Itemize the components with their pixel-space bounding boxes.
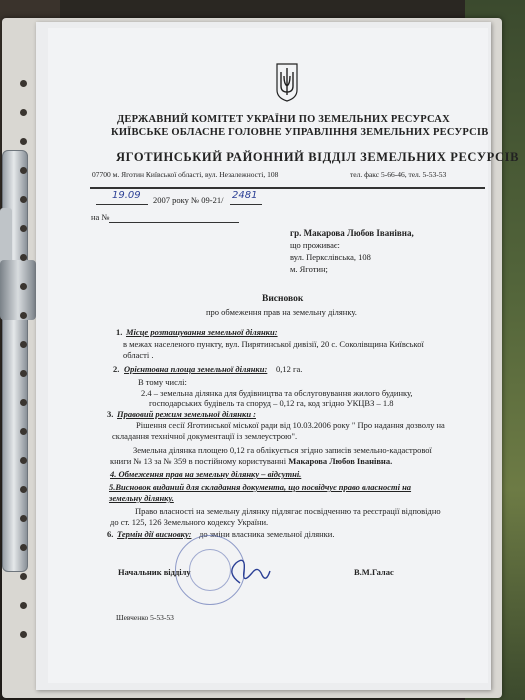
recipient-line-2: що проживає: [290,240,340,250]
ref-number-handwritten: 2481 [232,190,258,201]
item2-line-a: 2.4 – земельна ділянка для будівництва та обслуговування жилого будинку, [141,388,413,398]
item4-text: 4. Обмеження прав на земельну ділянку – відсутні. [110,469,302,479]
signatory-position: Начальник відділу [118,567,191,577]
signature-scribble [222,553,272,591]
header-line-3: ЯГОТИНСЬКИЙ РАЙОННИЙ ВІДДІЛ ЗЕМЕЛЬНИХ РЕСУРСІВ [116,150,520,164]
item2-value: 0,12 га. [276,364,303,374]
item2-number: 2. [113,364,120,374]
item3-line-d-text: книги № 13 за № 359 в постійному користуванні [110,456,289,466]
ref-na-underline [109,222,239,223]
document-title: Висновок [262,294,304,304]
recipient-line-4: м. Яготин; [290,264,328,274]
binder-clip [0,260,36,320]
item3-number: 3. [107,409,114,419]
header-line-1: ДЕРЖАВНИЙ КОМІТЕТ УКРАЇНИ ПО ЗЕМЕЛЬНИХ РЕСУРСАХ [117,114,450,125]
item5-line-a: Право власності на земельну ділянку підлягає посвідченню та реєстрації відповідно [135,506,441,516]
recipient-name: гр. Макарова Любов Іванівна, [290,228,414,238]
document-subtitle: про обмеження прав на земельну ділянку. [206,307,357,317]
item2-title: Орієнтовна площа земельної ділянки: [124,364,268,374]
signatory-name: В.М.Галас [354,567,394,577]
executor-info: Шевченко 5-53-53 [116,613,174,622]
header-address: 07700 м. Яготин Київської області, вул. Незалежності, 108 [92,170,279,179]
item3-title: Правовий режим земельної ділянки : [117,409,256,419]
ref-number-underline [230,204,262,205]
item3-line-c: Земельна ділянка площею 0,12 га облікується згідно записів земельно-кадастрової [133,445,432,455]
item2-sub: В тому числі: [138,377,187,387]
punch-holes [20,80,27,660]
ref-date-handwritten: 19.09 [112,190,141,201]
item3-line-a: Рішення сесії Яготинської міської ради від 10.03.2006 року " Про надання дозволу на [136,420,445,430]
header-divider [90,187,485,189]
item1-text-b: області . [123,350,154,360]
item6-number: 6. [107,529,114,539]
item5-text-a: 5.Висновок виданий для складання документа, що посвідчує право власності на [109,482,412,492]
recipient-line-3: вул. Перкслівська, 108 [290,252,371,262]
signature-mark: Гал [242,572,259,582]
item2-line-b: господарських будівель та споруд – 0,12 га, код згідно УКЦВЗ – 1.8 [149,398,394,408]
item3-line-b: складання технічної документації із землеустрою". [112,431,298,441]
header-line-2: КИЇВСЬКЕ ОБЛАСНЕ ГОЛОВНЕ УПРАВЛІННЯ ЗЕМЕЛЬНИХ РЕСУРСІВ [111,127,489,138]
ref-year: 2007 року № 09-21/ [153,195,224,205]
item5-text-b: земельну ділянку. [109,493,174,503]
trident-emblem-icon [275,62,299,102]
header-phone: тел. факс 5-66-46, тел. 5-53-53 [350,170,447,179]
ref-na-label: на № [91,212,110,222]
item6-value: до зміни власника земельної ділянки. [199,529,335,539]
item6-title: Термін дії висновку: [117,529,192,539]
item3-line-d [110,456,392,466]
ref-date-underline [96,204,148,205]
item5-line-b: до ст. 125, 126 Земельного кодексу України. [110,517,269,527]
item1-number: 1. [116,327,123,337]
item1-title: Місце розташування земельної ділянки: [126,327,278,337]
item3-owner-name: Макарова Любов Іванівна. [288,456,393,466]
item1-text-a: в межах населеного пункту, вул. Пирятинської дивізії, 20 с. Соколівщина Київської [123,339,424,349]
